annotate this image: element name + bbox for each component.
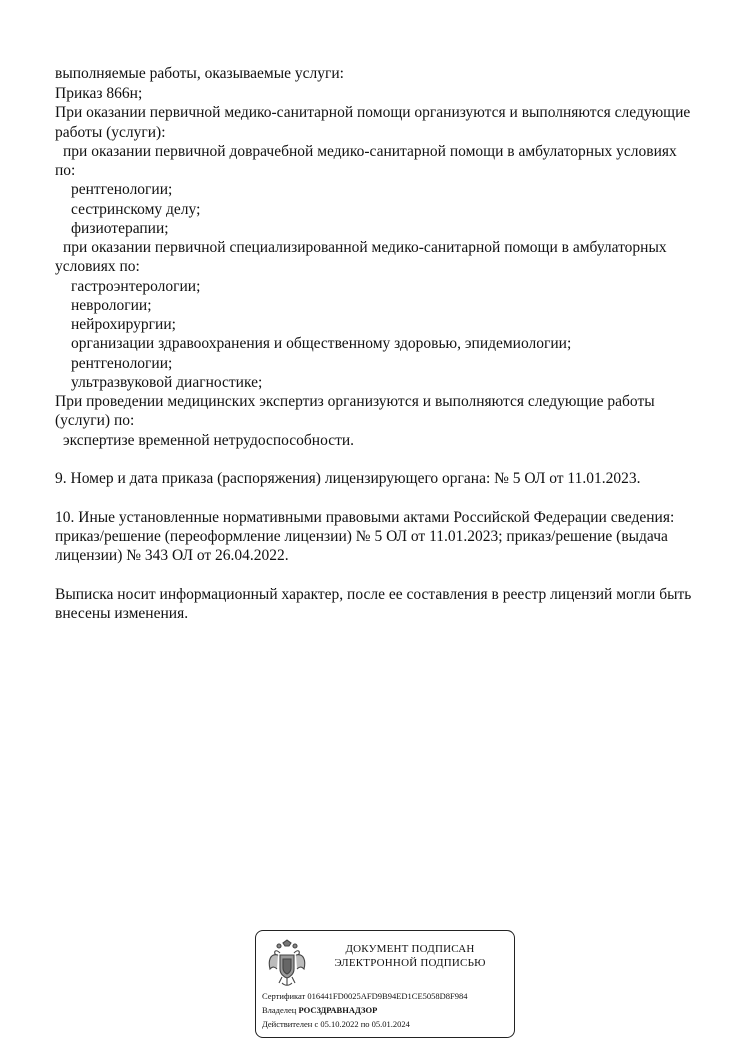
list-item: организации здравоохранения и общественному здоровью, эпидемиологии; — [71, 335, 572, 352]
text-line: Приказ 866н; — [55, 85, 143, 102]
list-item: гастроэнтерологии; — [71, 278, 201, 295]
list-item: сестринскому делу; — [71, 201, 201, 218]
coat-of-arms-icon — [266, 939, 308, 987]
text-line: при оказании первичной доврачебной медико-санитарной помощи в амбулаторных условиях — [63, 143, 677, 160]
disclaimer: Выписка носит информационный характер, после ее составления в реестр лицензий могли быть — [55, 586, 692, 603]
list-item: экспертизе временной нетрудоспособности. — [63, 432, 355, 449]
owner-value: РОСЗДРАВНАДЗОР — [298, 1005, 378, 1015]
text-line: по: — [55, 162, 76, 179]
certificate-value: 016441FD0025AFD9B94ED1CE5058D8F984 — [307, 991, 468, 1001]
text-line: внесены изменения. — [55, 605, 189, 622]
text-line: При проведении медицинских экспертиз организуются и выполняются следующие работы — [55, 393, 655, 410]
text-line: работы (услуги): — [55, 124, 166, 141]
text-line: (услуги) по: — [55, 412, 135, 429]
validity-line: Действителен с 05.10.2022 по 05.01.2024 — [262, 1019, 410, 1029]
stamp-subtitle: ЭЛЕКТРОННОЙ ПОДПИСЬЮ — [334, 957, 486, 969]
text-line: лицензии) № 343 ОЛ от 26.04.2022. — [55, 547, 289, 564]
list-item: физиотерапии; — [71, 220, 169, 237]
list-item: нейрохирургии; — [71, 316, 176, 333]
stamp-title: ДОКУМЕНТ ПОДПИСАН — [345, 943, 475, 955]
text-line: приказ/решение (переоформление лицензии) № 5 ОЛ от 11.01.2023; приказ/решение (выдача — [55, 528, 668, 545]
text-line: выполняемые работы, оказываемые услуги: — [55, 65, 344, 82]
certificate-label: Сертификат — [262, 991, 306, 1001]
owner-line — [262, 1005, 377, 1016]
certificate-line — [262, 991, 468, 1002]
list-item: рентгенологии; — [71, 181, 173, 198]
text-line: условиях по: — [55, 258, 140, 275]
electronic-signature-stamp — [255, 930, 515, 1038]
list-item: ультразвуковой диагностике; — [71, 374, 263, 391]
section-10: 10. Иные установленные нормативными правовыми актами Российской Федерации сведения: — [55, 509, 675, 526]
list-item: рентгенологии; — [71, 355, 173, 372]
list-item: неврологии; — [71, 297, 152, 314]
owner-label: Владелец — [262, 1005, 297, 1015]
section-9: 9. Номер и дата приказа (распоряжения) лицензирующего органа: № 5 ОЛ от 11.01.2023. — [55, 470, 641, 487]
text-line: при оказании первичной специализированной медико-санитарной помощи в амбулаторных — [63, 239, 667, 256]
text-line: При оказании первичной медико-санитарной помощи организуются и выполняются следующие — [55, 104, 691, 121]
